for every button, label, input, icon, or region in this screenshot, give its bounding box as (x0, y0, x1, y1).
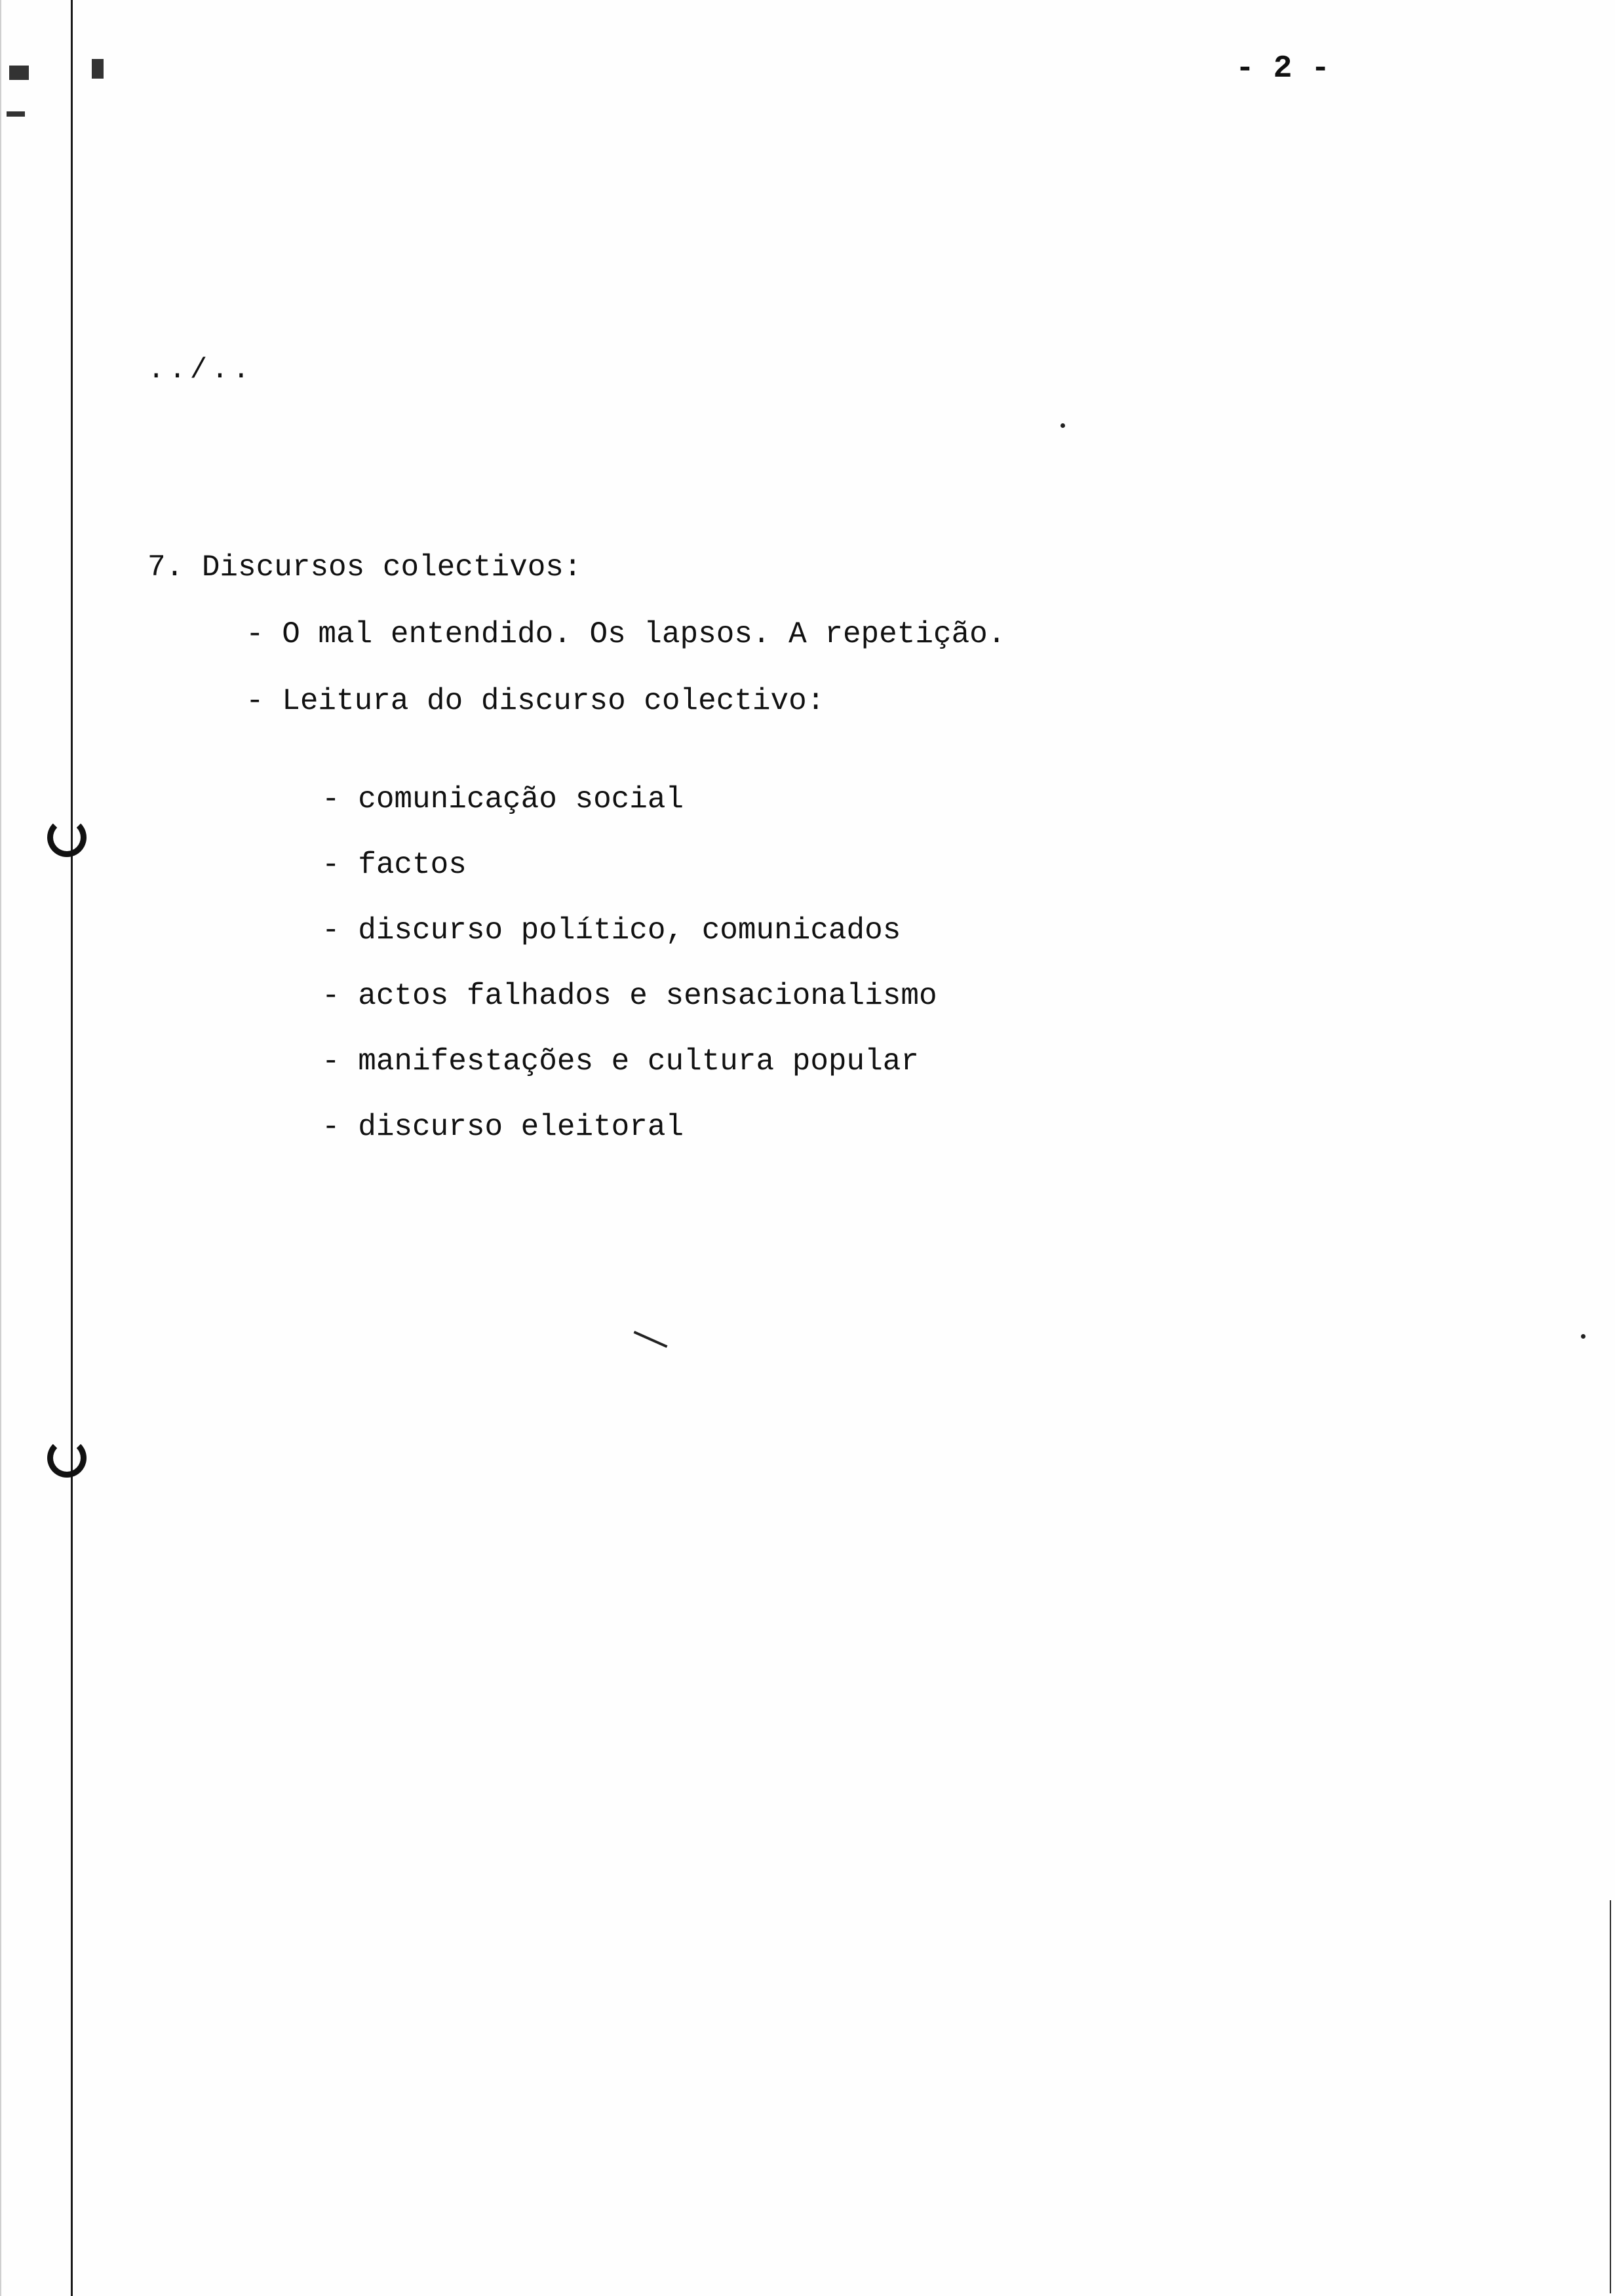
binder-hole-icon (47, 1438, 87, 1478)
reading-list (322, 781, 1393, 1145)
binder-hole-icon (47, 818, 87, 857)
subitem: - Leitura do discurso colectivo: (246, 684, 825, 718)
list-item: - discurso eleitoral (322, 1110, 684, 1144)
page-number: - 2 - (1236, 51, 1331, 86)
scan-artifact (9, 66, 29, 80)
list-item: - comunicação social (322, 782, 684, 816)
margin-rule (71, 0, 73, 2296)
stray-mark (634, 1331, 668, 1348)
stray-dot (1581, 1334, 1586, 1339)
list-item: - actos falhados e sensacionalismo (322, 979, 937, 1013)
scan-right-edge (1610, 1900, 1611, 2293)
list-item: - discurso político, comunicados (322, 913, 901, 947)
subitem: - O mal entendido. Os lapsos. A repetição. (246, 617, 1006, 651)
stray-dot (1060, 423, 1065, 428)
continuation-mark: ../.. (147, 354, 254, 387)
section-heading: 7. Discursos colectivos: (147, 550, 582, 584)
list-item: - manifestações e cultura popular (322, 1044, 919, 1079)
scan-artifact (7, 111, 25, 117)
scan-artifact (92, 59, 104, 79)
list-item: - factos (322, 848, 467, 882)
scan-left-edge (0, 0, 1, 2296)
section-7 (147, 549, 1393, 1174)
